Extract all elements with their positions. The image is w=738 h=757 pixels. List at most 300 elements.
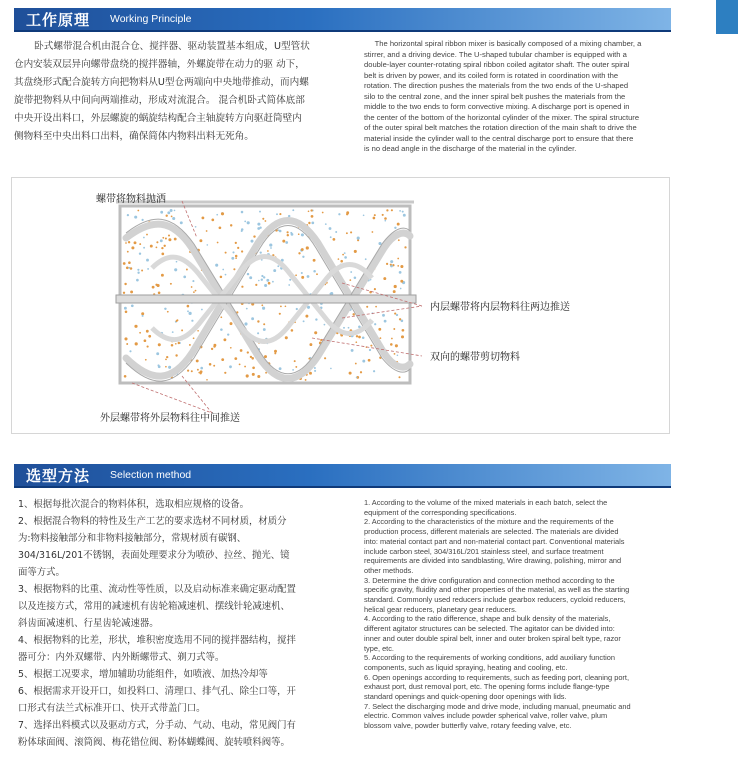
material-particle <box>303 320 305 322</box>
material-particle <box>201 216 204 219</box>
material-particle <box>395 344 398 347</box>
material-particle <box>394 227 396 229</box>
material-particle <box>124 337 127 340</box>
material-particle <box>164 308 166 310</box>
material-particle <box>366 306 368 308</box>
material-particle <box>229 365 232 368</box>
en-line: 5. According to the requirements of working conditions, add auxiliary function <box>364 653 616 663</box>
section1-cn-text <box>14 38 326 146</box>
material-particle <box>302 256 304 258</box>
material-particle <box>250 356 252 358</box>
material-particle <box>362 336 365 339</box>
material-particle <box>165 237 167 239</box>
cn-line: 面等方式。 <box>18 567 65 578</box>
material-particle <box>213 365 215 367</box>
material-particle <box>123 262 126 265</box>
material-particle <box>350 271 352 273</box>
material-particle <box>231 257 234 260</box>
material-particle <box>397 223 400 226</box>
material-particle <box>296 308 298 310</box>
ribbon-mixer-illustration <box>12 178 669 433</box>
material-particle <box>384 217 387 220</box>
material-particle <box>285 336 288 339</box>
material-particle <box>310 209 312 211</box>
material-particle <box>330 368 332 370</box>
material-particle <box>329 227 332 230</box>
material-particle <box>305 315 308 318</box>
material-particle <box>155 284 157 286</box>
material-particle <box>263 323 265 325</box>
material-particle <box>279 367 282 370</box>
en-line: specific gravity, fluidity and other properties of the material, as well as the starting <box>364 585 630 595</box>
material-particle <box>360 371 362 373</box>
material-particle <box>252 373 255 376</box>
material-particle <box>183 276 186 279</box>
material-particle <box>306 246 309 249</box>
material-particle <box>244 322 247 325</box>
material-particle <box>397 258 399 260</box>
material-particle <box>282 240 285 243</box>
material-particle <box>314 370 316 372</box>
material-particle <box>211 348 213 350</box>
material-particle <box>309 372 312 375</box>
material-particle <box>253 235 255 237</box>
material-particle <box>172 217 175 220</box>
mixer-diagram <box>11 177 670 434</box>
material-particle <box>223 338 226 341</box>
material-particle <box>349 372 352 375</box>
material-particle <box>145 359 147 361</box>
material-particle <box>354 250 357 253</box>
en-line: middle to the two ends to form convective mixing. A discharge port is opened in <box>364 102 630 111</box>
material-particle <box>156 241 158 243</box>
material-particle <box>221 358 224 361</box>
material-particle <box>147 268 149 270</box>
material-particle <box>197 369 199 371</box>
material-particle <box>277 265 279 267</box>
material-particle <box>201 309 203 311</box>
material-particle <box>148 335 151 338</box>
material-particle <box>399 210 401 212</box>
material-particle <box>196 359 199 362</box>
material-particle <box>175 343 177 345</box>
material-particle <box>279 213 281 215</box>
material-particle <box>263 328 266 331</box>
material-particle <box>257 227 260 230</box>
material-particle <box>272 281 274 283</box>
en-line: equipment of the corresponding specifications. <box>364 507 517 517</box>
material-particle <box>124 375 127 378</box>
material-particle <box>189 312 192 315</box>
material-particle <box>261 275 263 277</box>
material-particle <box>244 366 246 368</box>
en-line: standard openings and quick-opening door openings with lids. <box>364 692 567 702</box>
cn-line: 2、根据混合物料的特性及生产工艺的要求选材不同材质，材质分 <box>18 516 287 527</box>
material-particle <box>129 350 131 352</box>
material-particle <box>274 350 277 353</box>
material-particle <box>142 219 144 221</box>
material-particle <box>224 372 226 374</box>
material-particle <box>373 217 376 220</box>
material-particle <box>216 214 218 216</box>
material-particle <box>252 366 255 369</box>
material-particle <box>390 264 392 266</box>
material-particle <box>292 209 294 211</box>
section1-en-text <box>364 39 670 155</box>
material-particle <box>139 243 141 245</box>
material-particle <box>125 242 127 244</box>
material-particle <box>257 223 260 226</box>
material-particle <box>220 276 223 279</box>
material-particle <box>374 288 376 290</box>
material-particle <box>295 274 297 276</box>
en-line: 3. Determine the drive configuration and connection method according to the <box>364 575 615 585</box>
material-particle <box>128 261 131 264</box>
material-particle <box>206 230 208 232</box>
agitator-shaft <box>116 295 416 303</box>
material-particle <box>241 250 243 252</box>
material-particle <box>280 306 282 308</box>
material-particle <box>350 231 352 233</box>
material-particle <box>338 258 340 260</box>
material-particle <box>160 211 163 214</box>
material-particle <box>333 238 336 241</box>
material-particle <box>167 311 169 313</box>
material-particle <box>308 358 310 360</box>
material-particle <box>386 209 388 211</box>
material-particle <box>195 226 197 228</box>
material-particle <box>220 328 223 331</box>
en-line: requirements are divided into sandblasting, Wire drawing, polishing, mirror and <box>364 556 622 566</box>
material-particle <box>285 305 287 307</box>
material-particle <box>270 247 272 249</box>
en-line: standard. Commonly used reducers include gearbox reducers, cycloid reducers, <box>364 595 626 605</box>
material-particle <box>139 332 141 334</box>
material-particle <box>346 232 348 234</box>
material-particle <box>246 308 248 310</box>
material-particle <box>287 231 289 233</box>
material-particle <box>298 233 300 235</box>
cn-line: 304/316L/201不锈钢，表面处理要求分为喷砂、拉丝、抛光、镜 <box>18 550 290 561</box>
material-particle <box>227 333 229 335</box>
en-line: exhaust port, dust removal port, etc. The opening forms include flange-type <box>364 682 610 692</box>
material-particle <box>168 238 171 241</box>
material-particle <box>346 211 349 214</box>
en-line: of the outer spiral belt matches the rotation direction of the main shaft to drive the <box>364 123 637 132</box>
material-particle <box>379 337 381 339</box>
material-particle <box>200 370 203 373</box>
material-particle <box>157 364 159 366</box>
material-particle <box>124 307 127 310</box>
material-particle <box>137 210 139 212</box>
material-particle <box>264 355 267 358</box>
material-particle <box>369 349 371 351</box>
section1-title: 工作原理 <box>26 11 91 29</box>
material-particle <box>402 329 405 332</box>
material-particle <box>386 263 388 265</box>
material-particle <box>244 221 246 223</box>
material-particle <box>128 241 130 243</box>
material-particle <box>241 211 244 214</box>
material-particle <box>137 272 139 274</box>
cn-line: 卧式螺带混合机由混合仓、搅拌器、驱动装置基本组成，U型管状 <box>34 41 310 52</box>
material-particle <box>311 215 314 218</box>
material-particle <box>124 283 126 285</box>
material-particle <box>219 226 222 229</box>
material-particle <box>139 253 141 255</box>
material-particle <box>235 242 237 244</box>
material-particle <box>156 352 159 355</box>
material-particle <box>206 379 208 381</box>
material-particle <box>141 270 143 272</box>
material-particle <box>225 252 227 254</box>
en-line: the center of the bottom of the horizontal cylinder of the mixer. The spiral structure <box>364 112 640 122</box>
material-particle <box>382 214 384 216</box>
material-particle <box>166 215 168 217</box>
material-particle <box>247 273 249 275</box>
en-line: is no dead angle in the discharge of the material in the cylinder. <box>364 144 577 153</box>
material-particle <box>164 245 166 247</box>
material-particle <box>291 329 294 332</box>
material-particle <box>158 343 161 346</box>
material-particle <box>330 236 332 238</box>
material-particle <box>313 270 316 273</box>
material-particle <box>316 273 318 275</box>
section2-subtitle: Selection method <box>110 469 192 481</box>
material-particle <box>374 214 376 216</box>
material-particle <box>301 272 303 274</box>
material-particle <box>131 246 134 249</box>
material-particle <box>165 359 167 361</box>
material-particle <box>230 347 232 349</box>
section1-subtitle: Working Principle <box>110 13 192 25</box>
material-particle <box>398 376 400 378</box>
material-particle <box>246 374 249 377</box>
material-particle <box>150 245 153 248</box>
material-particle <box>135 342 138 345</box>
material-particle <box>290 232 292 234</box>
material-particle <box>240 349 243 352</box>
label-inner-ribbon: 内层螺带将内层物料往两边推送 <box>430 302 570 313</box>
material-particle <box>176 261 178 263</box>
material-particle <box>382 314 385 317</box>
material-particle <box>187 310 189 312</box>
material-particle <box>298 252 300 254</box>
material-particle <box>309 343 312 346</box>
material-particle <box>279 313 281 315</box>
label-outer-ribbon: 外层螺带将外层物料往中间推送 <box>100 413 240 424</box>
en-line: silo to the central zone, and the inner spiral belt pushes the materials from the <box>364 91 626 101</box>
en-line: into: material contact part and non-material contact part. Conventional materials <box>364 536 625 546</box>
material-particle <box>397 355 399 357</box>
material-particle <box>401 335 404 338</box>
material-particle <box>123 292 125 294</box>
material-particle <box>193 291 195 293</box>
material-particle <box>276 213 278 215</box>
material-particle <box>126 343 128 345</box>
material-particle <box>251 240 254 243</box>
material-particle <box>349 279 351 281</box>
material-particle <box>143 237 145 239</box>
material-particle <box>220 316 222 318</box>
material-particle <box>344 256 347 259</box>
material-particle <box>217 242 219 244</box>
material-particle <box>144 339 147 342</box>
material-particle <box>199 239 202 242</box>
material-particle <box>230 224 232 226</box>
material-particle <box>384 220 386 222</box>
material-particle <box>176 320 178 322</box>
material-particle <box>197 330 199 332</box>
cn-line: 粉体球面阀、滚筒阀、梅花错位阀、粉体蝴蝶阀、旋转喷料阀等。 <box>18 737 290 748</box>
cn-line: 4、根据物料的比差，形状，堆积密度选用不同的搅拌器结构，搅拌 <box>18 635 296 646</box>
material-particle <box>374 323 376 325</box>
material-particle <box>355 363 357 365</box>
material-particle <box>189 344 191 346</box>
material-particle <box>171 344 174 347</box>
material-particle <box>344 252 346 254</box>
material-particle <box>239 363 241 365</box>
section2-en-list <box>364 498 670 731</box>
material-particle <box>146 259 149 262</box>
section1-banner <box>14 8 671 32</box>
material-particle <box>230 322 233 325</box>
material-particle <box>315 318 317 320</box>
material-particle <box>147 346 149 348</box>
material-particle <box>357 237 360 240</box>
material-particle <box>263 276 265 278</box>
material-particle <box>161 247 163 249</box>
material-particle <box>237 247 239 249</box>
material-particle <box>390 260 393 263</box>
material-particle <box>324 324 326 326</box>
material-particle <box>393 290 396 293</box>
en-line: 6. Open openings according to requirements, such as feeding port, cleaning port, <box>364 672 629 682</box>
material-particle <box>292 369 294 371</box>
material-particle <box>289 279 291 281</box>
material-particle <box>142 315 144 317</box>
material-particle <box>161 274 164 277</box>
material-particle <box>260 251 262 253</box>
material-particle <box>192 280 194 282</box>
material-particle <box>262 218 264 220</box>
material-particle <box>261 304 263 306</box>
en-line: blossom valve, powder butterfly valve, rotary feeding valve, etc. <box>364 721 572 731</box>
material-particle <box>365 258 367 260</box>
material-particle <box>314 331 317 334</box>
en-line: production process, different materials are selected. The materials are divided <box>364 527 619 537</box>
material-particle <box>343 327 345 329</box>
material-particle <box>266 279 269 282</box>
material-particle <box>127 214 129 216</box>
cn-line: 7、选择出料模式以及驱动方式，分手动、气动、电动，常见阀门有 <box>18 720 296 731</box>
material-particle <box>168 234 170 236</box>
material-particle <box>221 212 224 215</box>
material-particle <box>404 246 406 248</box>
material-particle <box>146 330 149 333</box>
material-particle <box>187 370 189 372</box>
material-particle <box>174 210 176 212</box>
material-particle <box>156 247 158 249</box>
material-particle <box>206 244 208 246</box>
material-particle <box>335 231 337 233</box>
material-particle <box>295 366 297 368</box>
material-particle <box>167 211 170 214</box>
material-particle <box>136 279 139 282</box>
material-particle <box>234 357 237 360</box>
material-particle <box>174 268 177 271</box>
material-particle <box>193 337 195 339</box>
en-line: double-layer counter-rotating spiral ribbon coiled agitator shaft. The outer spiral <box>364 60 630 69</box>
material-particle <box>166 356 168 358</box>
material-particle <box>257 320 259 322</box>
material-particle <box>363 214 365 216</box>
material-particle <box>383 277 386 280</box>
material-particle <box>308 222 310 224</box>
material-particle <box>241 230 243 232</box>
material-particle <box>400 265 403 268</box>
material-particle <box>247 351 249 353</box>
material-particle <box>235 255 238 258</box>
material-particle <box>158 292 161 295</box>
material-particle <box>232 251 234 253</box>
material-particle <box>269 244 272 247</box>
material-particle <box>278 229 280 231</box>
material-particle <box>287 234 289 236</box>
material-particle <box>301 233 304 236</box>
material-particle <box>129 267 131 269</box>
material-particle <box>399 271 402 274</box>
en-line: components, such as liquid spraying, heating and cooling, etc. <box>364 662 568 672</box>
material-particle <box>170 209 173 212</box>
material-particle <box>348 327 350 329</box>
material-particle <box>134 241 137 244</box>
material-particle <box>191 320 193 322</box>
material-particle <box>186 269 188 271</box>
cn-line: 旋带把物料从中间向两端推动，形成对流混合。 混合机卧式简体底部 <box>14 95 305 106</box>
material-particle <box>403 214 406 217</box>
material-particle <box>134 325 137 328</box>
material-particle <box>398 239 400 241</box>
material-particle <box>200 367 203 370</box>
cn-line: 3、根据物料的比重、流动性等性质，以及启动标准来确定驱动配置 <box>18 584 296 595</box>
cn-line: 斜齿面减速机、行星齿轮减速器。 <box>18 618 159 629</box>
side-tab <box>716 0 738 34</box>
material-particle <box>172 331 174 333</box>
material-particle <box>191 286 193 288</box>
material-particle <box>324 357 326 359</box>
en-line: 4. According to the ratio difference, shape and bulk density of the materials, <box>364 614 611 624</box>
material-particle <box>358 336 361 339</box>
material-particle <box>394 353 396 355</box>
en-line: 2. According to the characteristics of the mixture and the requirements of the <box>364 517 614 527</box>
material-particle <box>134 216 137 219</box>
material-particle <box>131 304 134 307</box>
material-particle <box>394 285 397 288</box>
material-particle <box>391 338 393 340</box>
cn-line: 其盘绕形式配合旋转方向把物料从U型仓两端向中央地带推动，而内螺 <box>14 77 309 88</box>
material-particle <box>171 216 173 218</box>
en-line: other methods. <box>364 565 414 575</box>
en-line: 7. Select the discharging mode and drive mode, including manual, pneumatic and <box>364 701 631 711</box>
material-particle <box>375 306 377 308</box>
material-particle <box>340 260 343 263</box>
material-particle <box>314 367 316 369</box>
material-particle <box>356 377 358 379</box>
en-line: different agitator structures can be selected. The agitator can be divided into: <box>364 624 615 634</box>
cn-line: 6、根据需求开设开口，如投料口、清理口、排气孔、除尘口等，开 <box>18 686 296 697</box>
material-particle <box>211 219 214 222</box>
